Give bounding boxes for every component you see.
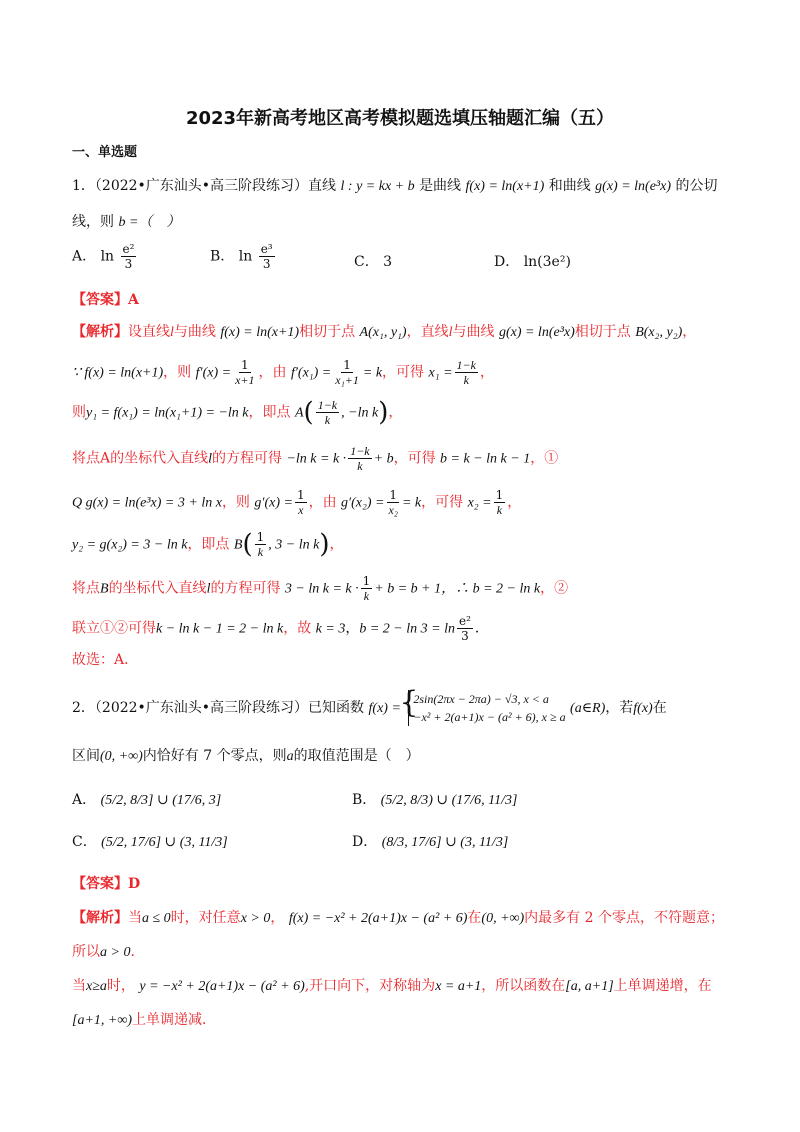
page-title: 2023年新高考地区高考模拟题选填压轴题汇编（五） <box>185 108 615 129</box>
section-heading: 一、单选题 <box>72 145 138 160</box>
q1-solution-line8: 联立①②可得k − ln k − 1 = 2 − ln k，故 k = 3，b = 2 − ln 3 = ln $\frac{\text{e²}}{3}$ ． <box>72 614 489 643</box>
q1-text: 是曲线 <box>419 178 462 194</box>
option-ln: ln <box>238 248 253 265</box>
q2-option-b: B． (5/2, 8/3) ∪ (17/6, 11/3] <box>352 792 518 808</box>
q2-option-a: A． (5/2, 8/3] ∪ (17/6, 3] <box>72 792 222 808</box>
option-fraction: $\frac{\text{e²}}{3}$ <box>122 242 135 271</box>
q2-stem-line1: 2．（2022•广东汕头•高三阶段练习）已知函数 f(x) = { 2sin(2πx − 2πa) − √3, x < a −x² + 2(a+1)x − (a² + 6), x ≥ a (a∈R)，若f(x)在 <box>72 690 667 726</box>
q1-stem-line1 <box>72 176 717 197</box>
q2-option-c: C． (5/2, 17/6] ∪ (3, 11/3] <box>72 834 228 850</box>
option-label: B． <box>210 248 235 265</box>
q1-stem-line2 <box>72 212 180 233</box>
option-fraction: $\frac{\text{e³}}{3}$ <box>260 242 273 271</box>
q1-answer: 【答案】A <box>72 292 139 308</box>
q1-curve-f: f(x) = ln(x+1) <box>465 179 545 194</box>
q2-solution-line2: 所以a > 0． <box>72 944 145 960</box>
q2-stem-line2: 区间(0, +∞)内恰好有 7 个零点，则a的取值范围是（ ） <box>72 748 420 764</box>
q1-option-b <box>210 242 277 271</box>
q1-solution-line4: 将点A的坐标代入直线l的方程可得 −ln k = k · $\frac{1-k}{k}$ + b，可得 b = k − ln k − 1，① <box>72 444 559 473</box>
q1-line-eq: l : y = kx + b <box>340 179 415 194</box>
q2-answer: 【答案】D <box>72 876 141 892</box>
option-label: A． <box>72 248 97 265</box>
piecewise-function: { 2sin(2πx − 2πa) − √3, x < a −x² + 2(a+1)x − (a² + 6), x ≥ a <box>408 690 565 726</box>
option-label: C． <box>354 254 379 270</box>
option-label: D． <box>494 254 520 270</box>
q1-solution-line1: 【解析】设直线l与曲线 f(x) = ln(x+1)相切于点 A(x₁, y₁)，直线l与曲线 g(x) = ln(e³x)相切于点 B(x₂, y₂)， <box>72 324 697 340</box>
option-value: 3 <box>383 254 393 270</box>
q2-solution-line3: 当x≥a时， y = −x² + 2(a+1)x − (a² + 6),开口向下，对称轴为x = a+1，所以函数在[a, a+1]上单调递增，在 <box>72 978 712 994</box>
q1-option-d <box>494 252 571 272</box>
q1-solution-line3: 则y₁ = f(x₁) = ln(x₁+1) = −ln k，即点 A( $\frac{1-k}{k}$ , −ln k)， <box>72 397 403 428</box>
q1-option-c <box>354 252 392 272</box>
option-ln: ln <box>100 248 115 265</box>
q2-solution-line1: 【解析】当a ≤ 0时，对任意x > 0， f(x) = −x² + 2(a+1)x − (a² + 6)在(0, +∞)内最多有 2 个零点，不符题意； <box>72 910 724 926</box>
q1-final: 故选：A． <box>72 652 139 668</box>
q2-option-d: D． (8/3, 17/6] ∪ (3, 11/3] <box>352 834 509 850</box>
q1-text: 线，则 <box>72 214 114 230</box>
q1-head: 1．（2022•广东汕头•高三阶段练习）直线 <box>72 178 337 194</box>
q1-solution-line2: ∵ f(x) = ln(x+1)，则 f′(x) = $\frac{1}{x+1}$ ，由 f′(x₁) = $\frac{1}{\text{x₁+1}}$ = k，可得 x₁ = $\frac{1-k}{k}$ ， <box>72 358 494 387</box>
q1-solution-line5: Q g(x) = ln(e³x) = 3 + ln x，则 g′(x) = $\frac{1}{x}$ ，由 g′(x₂) = $\frac{1}{\text{x₂}}$ = k，可得 x₂ = $\frac{1}{k}$ ， <box>72 488 522 517</box>
q1-question: b =（ ） <box>118 215 181 230</box>
q1-solution-line7: 将点B的坐标代入直线l的方程可得 3 − ln k = k · $\frac{1}{k}$ + b = b + 1，∴ b = 2 − ln k，② <box>72 574 569 603</box>
q1-curve-g: g(x) = ln(e³x) <box>595 179 671 194</box>
option-value: ln(3e²) <box>523 254 571 270</box>
q2-solution-line4: [a+1, +∞)上单调递减． <box>72 1012 216 1028</box>
q1-option-a <box>72 242 138 271</box>
q1-text: 的公切 <box>675 178 718 194</box>
q1-solution-line6: y₂ = g(x₂) = 3 − ln k，即点 B( $\frac{1}{k}$ , 3 − ln k)， <box>72 529 344 560</box>
q1-text: 和曲线 <box>548 178 591 194</box>
